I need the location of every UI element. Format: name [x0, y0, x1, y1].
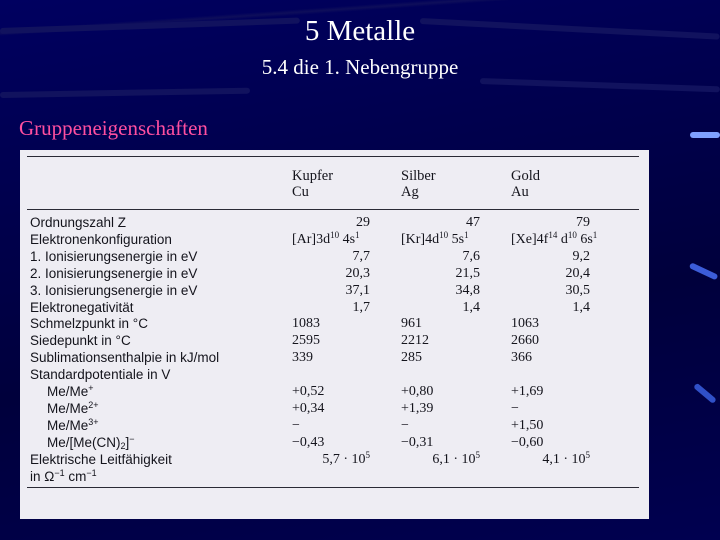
table-cell: +0,52 [292, 384, 325, 399]
table-cell: −0,31 [401, 434, 434, 450]
table-cell: 2212 [401, 333, 429, 349]
table-cell: 7,7 [352, 248, 370, 264]
background-streak [0, 88, 250, 98]
table-row [20, 384, 649, 400]
background-streak [690, 132, 720, 138]
row-label: $Me/[Me(CN)_2]^-$ [47, 433, 135, 451]
row-label: 1. Ionisierungsenergie in eV [30, 248, 198, 264]
section-heading: Gruppeneigenschaften [19, 116, 208, 140]
table-cell: −0,60 [511, 434, 544, 450]
table-cell: 961 [401, 316, 422, 332]
column-name: Kupfer [292, 168, 334, 184]
table-cell: 30,5 [565, 282, 590, 298]
row-label: in $\Omega^{-1}$ $cm^{-1}$ [30, 467, 97, 484]
table-cell: $6,1 \cdot 10^5$ [432, 449, 480, 467]
scanned-table-image [20, 150, 649, 519]
column-header-gold [511, 168, 540, 200]
table-cell: − [401, 417, 409, 433]
table-cell: 9,2 [572, 248, 590, 264]
background-streak [480, 78, 720, 92]
table-cell: 47 [466, 215, 480, 230]
slide-title: 5 Metalle [304, 15, 416, 47]
table-row [20, 266, 649, 282]
row-label: 3. Ionisierungsenergie in eV [30, 282, 198, 298]
table-cell: 2660 [511, 333, 539, 349]
table-cell: 1063 [511, 316, 539, 332]
table-cell: − [511, 400, 519, 416]
column-symbol: Au [511, 184, 529, 200]
properties-table [20, 150, 649, 519]
row-label: 2. Ionisierungsenergie in eV [30, 265, 198, 281]
table-row [20, 229, 649, 248]
row-label: Ordnungszahl Z [30, 215, 127, 230]
table-cell: 21,5 [455, 265, 480, 281]
table-cell: 285 [401, 350, 422, 366]
row-label: $Me/Me^{3+}$ [47, 416, 99, 433]
column-header-silver [401, 168, 436, 200]
table-cell: +1,39 [401, 400, 434, 416]
table-row [20, 316, 649, 332]
table-cell: 20,3 [345, 265, 370, 281]
table-cell: 2595 [292, 333, 320, 349]
table-header-rule [27, 209, 639, 210]
table-cell: +1,69 [511, 384, 544, 399]
table-row [20, 435, 649, 451]
table-row [20, 469, 649, 485]
table-cell: −0,43 [292, 434, 325, 450]
table-bottom-rule [27, 487, 639, 488]
table-row [20, 300, 649, 316]
table-cell: $4,1 \cdot 10^5$ [542, 449, 590, 467]
table-row [20, 283, 649, 299]
background-streak [689, 262, 719, 280]
table-row [20, 333, 649, 349]
table-cell: $5,7 \cdot 10^5$ [322, 449, 370, 467]
table-cell: 34,8 [455, 282, 480, 298]
table-cell: 20,4 [565, 265, 590, 281]
slide-subtitle: 5.4 die 1. Nebengruppe [261, 55, 459, 79]
table-cell: 1,7 [352, 299, 370, 315]
row-label: Schmelzpunkt in °C [30, 316, 148, 332]
table-cell: $[Kr]4d^{10}$ $5s^1$ [401, 229, 469, 247]
table-cell: $[Xe]4f^{14}$ $d^{10}$ $6s^1$ [511, 229, 598, 247]
table-cell: +0,80 [401, 384, 434, 399]
table-cell: 7,6 [462, 248, 480, 264]
row-label: Elektronenkonfiguration [30, 231, 172, 247]
row-label: $Me/Me^{2+}$ [47, 399, 99, 416]
table-cell: 1,4 [462, 299, 480, 315]
row-label: Standardpotentiale in V [30, 367, 171, 383]
column-symbol: Cu [292, 184, 309, 200]
row-label: Siedepunkt in °C [30, 333, 131, 349]
table-row [20, 350, 649, 366]
column-header-copper [292, 168, 333, 200]
table-cell: 1,4 [572, 299, 590, 315]
table-cell: $[Ar]3d^{10}$ $4s^1$ [292, 229, 360, 247]
table-row [20, 449, 649, 468]
table-row [20, 249, 649, 265]
row-label: Sublimationsenthalpie in kJ/mol [30, 350, 220, 366]
row-label: Elektronegativität [30, 299, 134, 315]
table-cell: 29 [356, 215, 370, 230]
table-row [20, 367, 649, 383]
table-cell: 366 [511, 350, 532, 366]
table-cell: 339 [292, 350, 313, 366]
table-cell: 1083 [292, 316, 320, 332]
table-cell: 37,1 [345, 282, 370, 298]
row-label: Me/Me+ [47, 383, 94, 399]
table-cell: − [292, 417, 300, 433]
table-cell: 79 [576, 215, 590, 230]
column-name: Silber [401, 168, 436, 184]
column-symbol: Ag [401, 184, 419, 200]
table-row [20, 401, 649, 417]
column-name: Gold [511, 168, 540, 184]
table-row [20, 418, 649, 434]
table-top-rule [27, 156, 639, 157]
row-label: Elektrische Leitfähigkeit [30, 451, 172, 467]
table-row [20, 215, 649, 231]
table-cell: +1,50 [511, 417, 544, 433]
table-cell: +0,34 [292, 400, 325, 416]
background-streak [693, 383, 717, 404]
